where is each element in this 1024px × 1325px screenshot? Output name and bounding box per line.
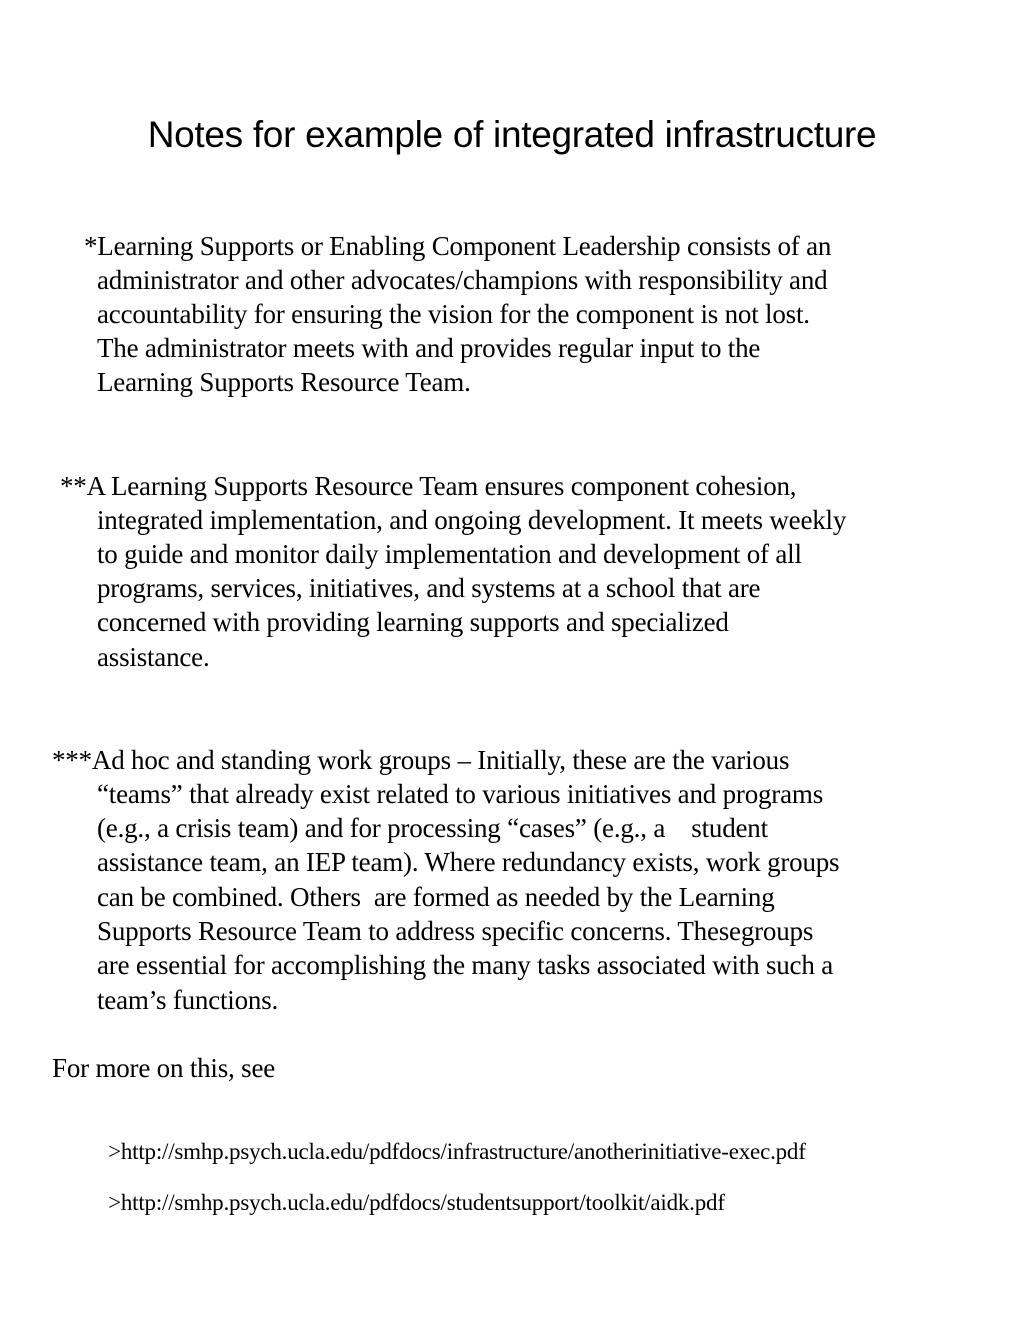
note-line: team’s functions. (97, 985, 279, 1015)
reference-link-text[interactable]: >http://smhp.psych.ucla.edu/pdfdocs/infrastructure/anotherinitiative-exec.pdf (108, 1139, 806, 1164)
note-line: programs, services, initiatives, and systems at a school that are (97, 573, 761, 603)
note-line: Supports Resource Team to address specific concerns. Thesegroups (97, 916, 814, 946)
note-line: The administrator meets with and provides regular input to the (97, 333, 761, 363)
note-line: to guide and monitor daily implementation and development of all (97, 539, 802, 569)
note-line: concerned with providing learning supports and specialized (97, 607, 729, 637)
note-line: ***Ad hoc and standing work groups – Initially, these are the various (52, 745, 790, 775)
note-line: integrated implementation, and ongoing development. It meets weekly (97, 505, 847, 535)
note-line: can be combined. Others are formed as needed by the Learning (97, 882, 775, 912)
note-line: (e.g., a crisis team) and for processing “cases” (e.g., a student (97, 813, 768, 843)
note-line: assistance. (97, 642, 210, 672)
note-line: accountability for ensuring the vision for the component is not lost. (97, 299, 810, 329)
note-line: *Learning Supports or Enabling Component Leadership consists of an (84, 231, 832, 261)
note-line: Learning Supports Resource Team. (97, 367, 471, 397)
note-line: administrator and other advocates/champions with responsibility and (97, 265, 828, 295)
note-line: assistance team, an IEP team). Where redundancy exists, work groups (97, 847, 840, 877)
more-info-label: For more on this, see (52, 1053, 276, 1083)
reference-link-toolkit[interactable] (97, 1158, 725, 1218)
note-line: **A Learning Supports Resource Team ensures component cohesion, (60, 471, 797, 501)
note-line: are essential for accomplishing the many tasks associated with such a (97, 950, 833, 980)
reference-link-text[interactable]: >http://smhp.psych.ucla.edu/pdfdocs/studentsupport/toolkit/aidk.pdf (108, 1190, 725, 1215)
page-title: Notes for example of integrated infrastructure (147, 114, 877, 155)
note-line: “teams” that already exist related to various initiatives and programs (97, 779, 823, 809)
